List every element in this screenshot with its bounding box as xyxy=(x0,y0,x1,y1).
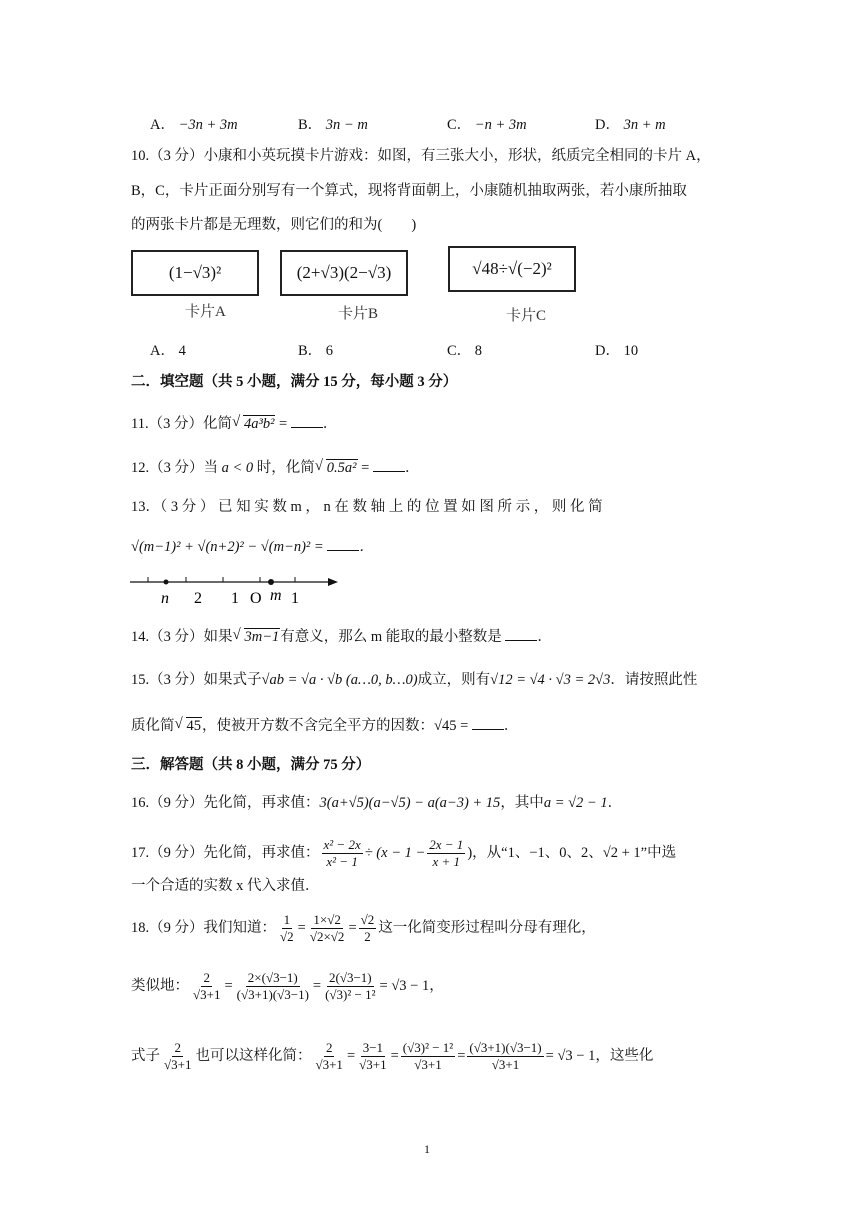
q17-frac2: $\frac{2x - 1}{x + 1}$ xyxy=(429,837,464,869)
q15-line1: 15.（3 分）如果式子√ab = √a · √b (a…0, b…0)成立，则有√12 = √4 · √3 = 2√3．请按照此性 xyxy=(131,672,698,688)
q10-line2: B，C，卡片正面分别写有一个算式，现将背面朝上，小康随机抽取两张，若小康所抽取 xyxy=(131,183,687,199)
q18-l3-frac4: $\frac{(√3+1)(√3-1)}{√3+1}$ xyxy=(469,1040,542,1072)
axis-label-n: n xyxy=(161,590,169,607)
q11-radicand: 4a³b² xyxy=(243,416,275,432)
card-a-label: 卡片A xyxy=(185,304,226,320)
q18-frac3: $\frac{√2}{2}$ xyxy=(360,912,375,944)
q10-option-b: B． 6 xyxy=(298,343,334,359)
q9-option-b: B． 3n − m xyxy=(298,117,368,133)
q18-l3-frac3: $\frac{\text{(√3)² − 1²}}{√3+1}$ xyxy=(402,1040,454,1072)
q13-blank xyxy=(327,538,359,551)
q16: 16.（9 分）先化简，再求值：3(a+√5)(a−√5) − a(a−3) + 15，其中a = √2 − 1． xyxy=(131,795,623,811)
q12-blank xyxy=(373,459,405,472)
q15-blank xyxy=(472,717,504,730)
q18-line1: 18.（9 分）我们知道： $\frac{1}{√2}$ = $\frac{1\times√2}{√2\times√2}$ = $\frac{√2}{2}$ 这一化简变形过程叫分母有理化， xyxy=(131,912,596,944)
q18-l2-frac3: $\frac{2(√3-1)}{\text{(√3)² − 1²}}$ xyxy=(325,970,376,1002)
axis-label-1b: 1 xyxy=(291,590,299,607)
q11: 11.（3 分）化简√ 4a³b² = ． xyxy=(131,414,337,434)
q11-blank xyxy=(291,415,323,428)
q13-expr-line: √(m−1)² + √(n+2)² − √(m−n)² = ． xyxy=(131,539,374,555)
axis-label-o: O xyxy=(250,590,262,607)
q14-radicand: 3m−1 xyxy=(244,629,280,645)
axis-label-m: m xyxy=(270,587,282,604)
page-number: 1 xyxy=(424,1142,430,1156)
card-c-label: 卡片C xyxy=(506,308,547,324)
point-m xyxy=(268,579,274,585)
q13-line1: 13．（ 3 分 ） 已 知 实 数 m ， n 在 数 轴 上 的 位 置 如 图 所 示 ， 则 化 简 xyxy=(131,499,603,515)
card-a-expr: (1−√3)² xyxy=(168,263,222,282)
card-b-label: 卡片B xyxy=(338,306,379,322)
q18-frac1: $\frac{1}{√2}$ xyxy=(280,912,294,944)
axis-label-2: 2 xyxy=(194,590,202,607)
q15-line2: 质化简√ 45，使被开方数不含完全平方的因数：√45 = ． xyxy=(131,716,518,736)
q18-frac2: $\frac{1\times√2}{√2\times√2}$ xyxy=(309,912,345,944)
card-a xyxy=(131,250,259,296)
q18-line3: 式子 $\frac{2}{√3+1}$ 也可以这样化简： $\frac{2}{√3+1}$ = $\frac{3-1}{√3+1}$ = $\frac{\text{(√3)² − 1²}}{√3+1}$ = $\frac{(√3+1)(√3-1)}{√3+1}$ = √3 − 1，这些化 xyxy=(131,1040,654,1072)
section2-heading: 二．填空题（共 5 小题，满分 15 分，每小题 3 分） xyxy=(131,374,458,390)
q9-option-d: D． 3n + m xyxy=(595,117,666,133)
q9-option-a: A． −3n + 3m xyxy=(150,117,238,133)
q12: 12.（3 分）当 a < 0 时，化简√ 0.5a² = ． xyxy=(131,458,419,478)
section3-heading: 三．解答题（共 8 小题，满分 75 分） xyxy=(131,757,371,773)
q14-blank xyxy=(505,628,537,641)
q17-line1: 17.（9 分）先化简，再求值： $\frac{\text{x² − 2x}}{\text{x² − 1}}$ ÷ (x − 1 − $\frac{2x - 1}{x + 1}$ )，从“1、−1、0、2、√2 + 1”中选 xyxy=(131,837,677,869)
point-n xyxy=(164,580,169,585)
q17-line2: 一个合适的实数 x 代入求值． xyxy=(131,878,320,894)
q18-l3-frac2: $\frac{3-1}{√3+1}$ xyxy=(359,1040,387,1072)
q9-option-c: C． −n + 3m xyxy=(447,117,527,133)
card-b-expr: (2+√3)(2−√3) xyxy=(296,263,392,282)
number-line-arrow xyxy=(328,578,338,586)
axis-label-1: 1 xyxy=(231,590,239,607)
q10-option-a: A． 4 xyxy=(150,343,186,359)
q18-l3-frac0: $\frac{2}{√3+1}$ xyxy=(164,1040,192,1072)
q17-frac1: $\frac{\text{x² − 2x}}{\text{x² − 1}}$ xyxy=(323,837,361,869)
q12-radicand: 0.5a² xyxy=(326,460,357,476)
q18-l2-frac1: $\frac{2}{√3+1}$ xyxy=(193,970,221,1002)
q10-option-d: D． 10 xyxy=(595,343,639,359)
q18-line2: 类似地： $\frac{2}{√3+1}$ = $\frac{2\times(√3-1)}{(√3+1)(√3-1)}$ = $\frac{2(√3-1)}{\text{(√3)² − 1²}}$ = √3 − 1， xyxy=(131,970,444,1002)
card-c-expr: √48÷√(−2)² xyxy=(472,259,552,278)
q10-option-c: C． 8 xyxy=(447,343,483,359)
card-b xyxy=(280,250,408,296)
q18-l3-frac1: $\frac{2}{√3+1}$ xyxy=(315,1040,343,1072)
card-c xyxy=(448,246,576,292)
q10-line3: 的两张卡片都是无理数，则它们的和为( ) xyxy=(131,217,417,233)
q10-line1: 10.（3 分）小康和小英玩摸卡片游戏：如图，有三张大小，形状，纸质完全相同的卡片 A， xyxy=(131,148,711,164)
q18-l2-frac2: $\frac{2\times(√3-1)}{(√3+1)(√3-1)}$ xyxy=(236,970,309,1002)
number-line xyxy=(130,574,340,610)
q14: 14.（3 分）如果√ 3m−1有意义，那么 m 能取的最小整数是 ． xyxy=(131,627,552,647)
